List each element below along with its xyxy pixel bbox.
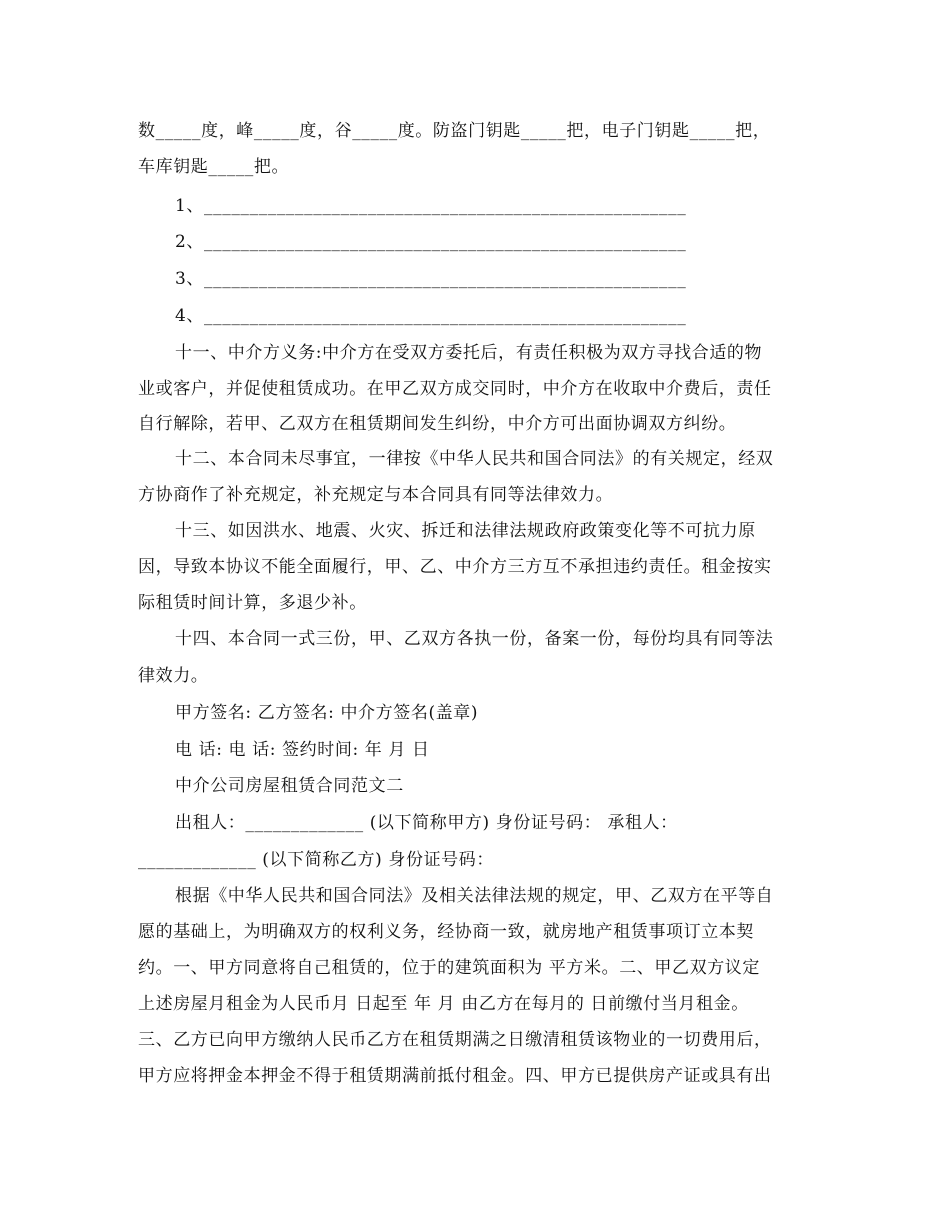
clause-14-line-2: 律效力。: [138, 666, 209, 686]
clause-13-line-3: 际租赁时间计算，多退少补。: [138, 593, 367, 613]
clause-13-line-1: 十三、如因洪水、地震、火灾、拆迁和法律法规政府政策变化等不可抗力原: [175, 521, 756, 541]
clause-11-line-2: 业或客户，并促使租赁成功。在甲乙双方成交同时，中介方在收取中介费后，责任: [138, 379, 772, 399]
blank-item-1: 1、_____________________________________________________: [175, 196, 687, 216]
clause-13-line-2: 因，导致本协议不能全面履行，甲、乙、中介方三方互不承担违约责任。租金按实: [138, 557, 772, 577]
blank-item-2: 2、_____________________________________________________: [175, 232, 687, 252]
body-line-5: 三、乙方已向甲方缴纳人民币乙方在租赁期满之日缴清租赁该物业的一切费用后，: [138, 1030, 772, 1050]
text-line-garage-keys: 车库钥匙_____把。: [138, 157, 290, 177]
body-line-3: 约。一、甲方同意将自己租赁的，位于的建筑面积为 平方米。二、甲乙双方议定: [138, 958, 761, 978]
body-line-6: 甲方应将押金本押金不得于租赁期满前抵付租金。四、甲方已提供房产证或具有出: [138, 1066, 772, 1086]
body-line-1: 根据《中华人民共和国合同法》及相关法律法规的规定，甲、乙双方在平等自: [175, 886, 774, 906]
blank-item-3: 3、_____________________________________________________: [175, 269, 687, 289]
body-line-4: 上述房屋月租金为人民币月 日起至 年 月 由乙方在每月的 日前缴付当月租金。: [138, 994, 749, 1014]
sample-title: 中介公司房屋租赁合同范文二: [175, 776, 404, 796]
body-line-2: 愿的基础上，为明确双方的权利义务，经协商一致，就房地产租赁事项订立本契: [138, 922, 754, 942]
clause-12-line-2: 方协商作了补充规定，补充规定与本合同具有同等法律效力。: [138, 485, 614, 505]
lessee-line: _____________ (以下简称乙方) 身份证号码：: [138, 850, 494, 870]
text-line-meter-readings: 数_____度，峰_____度，谷_____度。防盗门钥匙_____把，电子门钥匙_____把，: [138, 121, 771, 141]
clause-11-line-3: 自行解除，若甲、乙双方在租赁期间发生纠纷，中介方可出面协调双方纠纷。: [138, 414, 737, 434]
blank-item-4: 4、_____________________________________________________: [175, 306, 687, 326]
lessor-line: 出租人：_____________ (以下简称甲方) 身份证号码： 承租人：: [175, 813, 678, 833]
clause-12-line-1: 十二、本合同未尽事宜，一律按《中华人民共和国合同法》的有关规定，经双: [175, 449, 774, 469]
phone-date-line: 电 话: 电 话: 签约时间: 年 月 日: [175, 740, 430, 760]
clause-14-line-1: 十四、本合同一式三份，甲、乙双方各执一份，备案一份，每份均具有同等法: [175, 629, 774, 649]
signature-line: 甲方签名: 乙方签名: 中介方签名(盖章): [175, 703, 479, 723]
clause-11-line-1: 十一、中介方义务:中介方在受双方委托后，有责任积极为双方寻找合适的物: [175, 343, 763, 363]
